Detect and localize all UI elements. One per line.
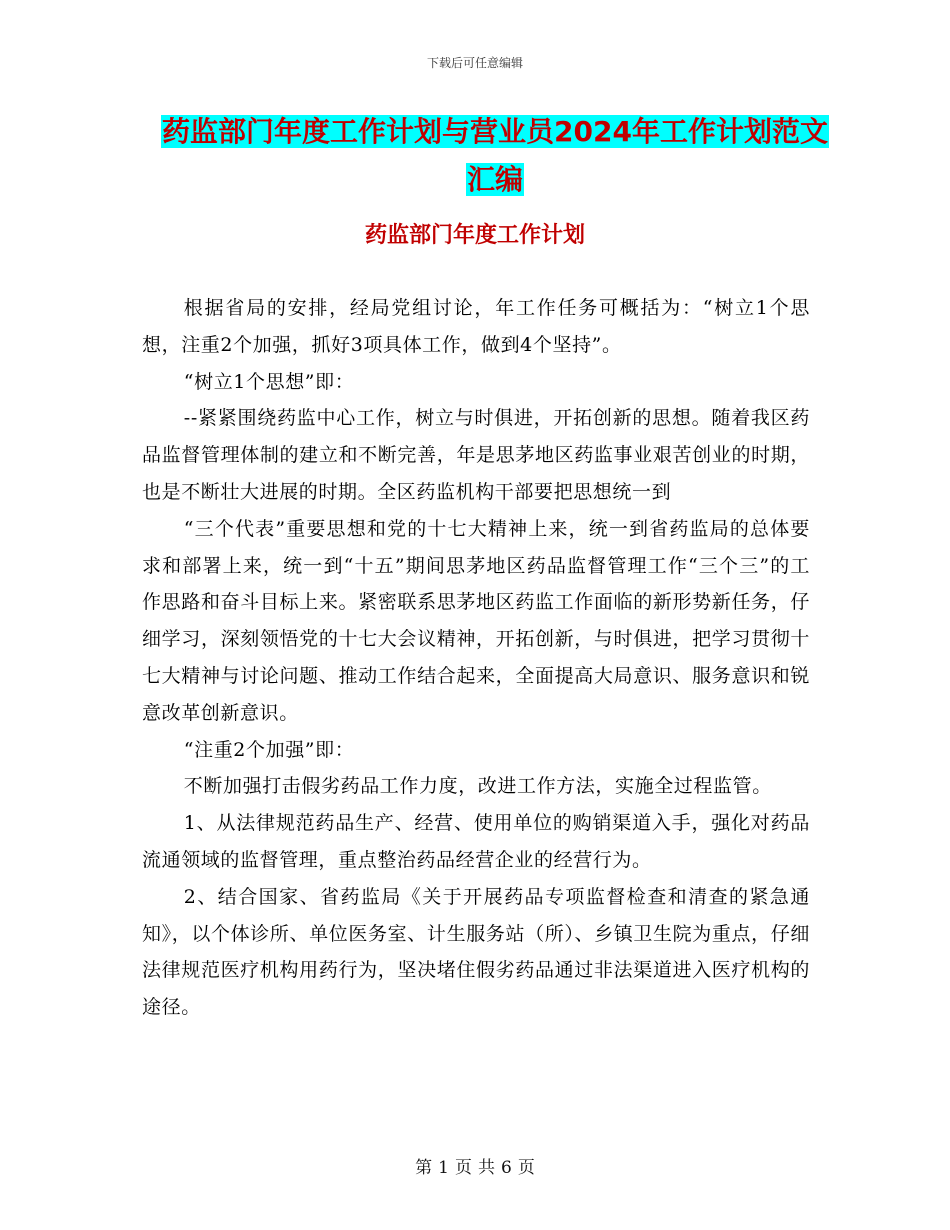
title-line-1: 药监部门年度工作计划与营业员2024年工作计划范文 [162,115,828,148]
page-footer [0,1153,950,1178]
footer-prefix: 第 [415,1158,433,1178]
footer-page-label: 页 [455,1158,472,1178]
header-note: 下载后可任意编辑 [426,56,523,70]
document-title [140,108,850,204]
footer-total-pages: 6 [501,1158,512,1178]
paragraph: 1、从法律规范药品生产、经营、使用单位的购销渠道入手，强化对药品流通领域的监督管理，重点整治药品经营企业的经营行为。 [142,812,810,871]
paragraph: --紧紧围绕药监中心工作，树立与时俱进，开拓创新的思想。随着我区药品监督管理体制的建立和不断完善，年是思茅地区药监事业艰苦创业的时期，也是不断壮大进展的时期。全区药监机构干部要把思想统一到 [142,407,810,503]
paragraph: 根据省局的安排，经局党组讨论，年工作任务可概括为：“树立1个思想，注重2个加强，抓好3项具体工作，做到4个坚持”。 [142,297,810,356]
title-line-2: 汇编 [466,163,523,196]
footer-total-label: 共 [478,1158,495,1178]
footer-suffix: 页 [517,1158,535,1178]
document-body [142,290,810,1026]
footer-current-page: 1 [438,1158,449,1178]
paragraph: “注重2个加强”即： [183,738,355,761]
paragraph: “三个代表”重要思想和党的十七大精神上来，统一到省药监局的总体要求和部署上来，统一到“十五”期间思茅地区药品监督管理工作“三个三”的工作思路和奋斗目标上来。紧密联系思茅地区药监工作面临的新形势新任务，仔细学习，深刻领悟党的十七大会议精神，开拓创新，与时俱进，把学习贯彻十七大精神与讨论问题、推动工作结合起来，全面提高大局意识、服务意识和锐意改革创新意识。 [142,517,810,724]
section-title: 药监部门年度工作计划 [364,223,585,248]
paragraph: 2、结合国家、省药监局《关于开展药品专项监督检查和清查的紧急通知》，以个体诊所、单位医务室、计生服务站（所）、乡镇卫生院为重点，仔细法律规范医疗机构用药行为，坚决堵住假劣药品通过非法渠道进入医疗机构的途径。 [142,885,810,1019]
paragraph: 不断加强打击假劣药品工作力度，改进工作方法，实施全过程监管。 [183,775,772,798]
paragraph: “树立1个思想”即： [183,370,355,393]
